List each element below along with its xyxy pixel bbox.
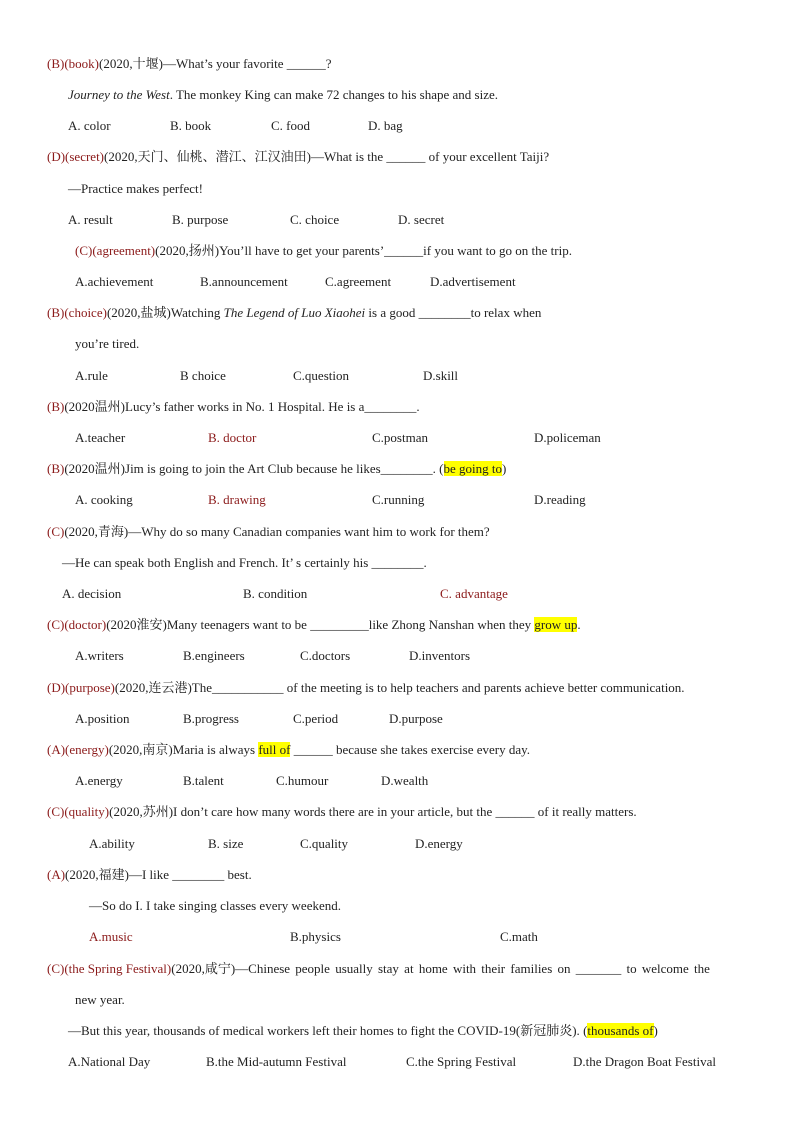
option-b: B.talent [183, 773, 224, 788]
option-a-correct: A.music [89, 929, 133, 944]
option-a: A.rule [75, 368, 108, 383]
option-c: C.math [500, 929, 538, 944]
option-b: B. book [170, 118, 212, 133]
paren-close: ) [502, 461, 507, 476]
paren-open: ( [583, 1023, 588, 1038]
question-5-stem [47, 399, 420, 415]
highlighted-phrase: be going to [443, 461, 502, 476]
option-d: D. bag [368, 118, 403, 133]
source: (2020,天门、仙桃、潜江、江汉油田) [104, 149, 311, 164]
option-b: B choice [180, 368, 226, 383]
option-a: A. decision [62, 586, 122, 601]
keyword: (agreement) [92, 243, 156, 258]
option-b: B. condition [243, 586, 308, 601]
stem-text: Lucy’s father works in No. 1 Hospital. He is a________. [125, 399, 420, 414]
option-b: B.engineers [183, 648, 245, 663]
answer-mark: (C) [47, 617, 65, 632]
option-d: D.the Dragon Boat Festival [573, 1054, 716, 1069]
question-11-stem [47, 804, 637, 820]
source: (2020,苏州) [109, 804, 174, 819]
reply-text: —But this year, thousands of medical workers left their homes to fight the COVID-19(新冠肺炎). [68, 1023, 584, 1038]
keyword: (energy) [65, 742, 109, 757]
option-c: C.postman [372, 430, 428, 445]
source: (2020,青海) [64, 524, 129, 539]
question-2-stem [47, 149, 549, 165]
question-6-stem [47, 461, 506, 477]
option-a: A.achievement [75, 274, 154, 289]
option-c: C.quality [300, 836, 349, 851]
option-b-correct: B. drawing [208, 492, 266, 507]
highlighted-phrase: full of [258, 742, 291, 757]
stem-text: —What’s your favorite ______? [162, 56, 332, 71]
book-title: Journey to the West [68, 87, 170, 102]
source: (2020,连云港) [114, 680, 192, 695]
question-12-stem [47, 867, 252, 883]
option-c: C.humour [276, 773, 329, 788]
option-a: A.ability [89, 836, 135, 851]
stem-text-end: is a good ________to relax when [365, 305, 542, 320]
keyword: (quality) [64, 804, 110, 819]
option-d: D.wealth [381, 773, 429, 788]
option-d: D.policeman [534, 430, 601, 445]
option-c-correct: C. advantage [440, 586, 508, 601]
keyword: (the Spring Festival) [64, 961, 172, 976]
source: (2020淮安) [106, 617, 167, 632]
source: (2020温州) [64, 461, 126, 476]
question-12-reply: —So do I. I take singing classes every weekend. [89, 898, 341, 913]
source: (2020,盐城) [106, 305, 171, 320]
option-a: A.writers [75, 648, 124, 663]
question-7-stem [47, 524, 490, 540]
keyword: (book) [64, 56, 100, 71]
question-2-reply: —Practice makes perfect! [68, 181, 203, 196]
option-b: B.progress [183, 711, 239, 726]
answer-mark: (B) [47, 305, 65, 320]
option-c: C.doctors [300, 648, 351, 663]
film-title: The Legend of Luo Xiaohei [223, 305, 366, 320]
option-c: C.agreement [325, 274, 392, 289]
keyword: (doctor) [64, 617, 107, 632]
option-c: C.question [293, 368, 349, 383]
answer-mark: (D) [47, 680, 66, 695]
option-b: B.announcement [200, 274, 288, 289]
stem-text: —I like ________ best. [128, 867, 252, 882]
option-d: D.inventors [409, 648, 471, 663]
stem-text: Watching [170, 305, 224, 320]
question-9-stem [47, 680, 685, 696]
answer-mark: (C) [47, 804, 65, 819]
stem-text: You’ll have to get your parents’______if you want to go on the trip. [219, 243, 572, 258]
answer-mark: (B) [47, 461, 65, 476]
answer-mark: (C) [47, 524, 65, 539]
option-c: C. food [271, 118, 310, 133]
question-13-stem-continued: new year. [75, 992, 125, 1007]
question-4-stem [47, 305, 541, 321]
stem-text: The___________ of the meeting is to help teachers and parents achieve better communication. [191, 680, 685, 695]
option-b: B.physics [290, 929, 341, 944]
option-b-correct: B. doctor [208, 430, 257, 445]
stem-text: —What is the ______ of your excellent Taiji? [310, 149, 550, 164]
option-c: C.the Spring Festival [406, 1054, 517, 1069]
highlighted-phrase: thousands of [587, 1023, 654, 1038]
paren-close: ) [653, 1023, 658, 1038]
option-d: D.reading [534, 492, 586, 507]
option-c: C.period [293, 711, 339, 726]
question-3-stem [75, 243, 572, 259]
option-a: A.teacher [75, 430, 126, 445]
option-a: A. cooking [75, 492, 133, 507]
question-7-reply: —He can speak both English and French. It’ s certainly his ________. [62, 555, 427, 570]
source: (2020,南京) [108, 742, 173, 757]
option-a: A. color [68, 118, 111, 133]
option-a: A. result [68, 212, 113, 227]
option-b: B. size [208, 836, 244, 851]
option-a: A.National Day [68, 1054, 151, 1069]
stem-text: —Why do so many Canadian companies want him to work for them? [128, 524, 490, 539]
answer-mark: (A) [47, 742, 66, 757]
keyword: (choice) [64, 305, 107, 320]
question-4-stem-continued: you’re tired. [75, 336, 140, 351]
option-c: C.running [372, 492, 425, 507]
answer-mark: (C) [75, 243, 93, 258]
stem-text: I don’t care how many words there are in your article, but the ______ of it really matters. [173, 804, 637, 819]
question-13-reply [68, 1023, 658, 1039]
option-d: D.skill [423, 368, 459, 383]
stem-text-end: ______ because she takes exercise every day. [290, 742, 531, 757]
question-1-reply [68, 87, 498, 103]
option-a: A.energy [75, 773, 123, 788]
answer-mark: (D) [47, 149, 66, 164]
option-b: B.the Mid-autumn Festival [206, 1054, 347, 1069]
source: (2020,咸宁) [171, 961, 236, 976]
stem-text: —Chinese people usually stay at home with their families on _______ to welcome the [235, 961, 710, 976]
highlighted-phrase: grow up [534, 617, 578, 632]
stem-text: Many teenagers want to be _________like Zhong Nanshan when they [166, 617, 535, 632]
source: (2020温州) [64, 399, 126, 414]
option-c: C. choice [290, 212, 340, 227]
option-d: D.advertisement [430, 274, 516, 289]
option-d: D.purpose [389, 711, 443, 726]
option-a: A.position [75, 711, 130, 726]
question-10-stem [47, 742, 530, 758]
question-8-stem [47, 617, 581, 633]
answer-mark: (B) [47, 56, 65, 71]
stem-end: . [577, 617, 581, 632]
reply-text: . The monkey King can make 72 changes to his shape and size. [169, 87, 498, 102]
question-13-stem [47, 961, 710, 977]
source: (2020,十堰) [99, 56, 163, 71]
option-d: D.energy [415, 836, 463, 851]
source: (2020,扬州) [155, 243, 220, 258]
stem-text: Jim is going to join the Art Club because he likes________. [125, 461, 440, 476]
keyword: (purpose) [65, 680, 115, 695]
keyword: (secret) [65, 149, 105, 164]
stem-text: Maria is always [172, 742, 259, 757]
answer-mark: (A) [47, 867, 66, 882]
paren-open: ( [439, 461, 444, 476]
option-d: D. secret [398, 212, 445, 227]
question-1-stem [47, 56, 332, 72]
answer-mark: (C) [47, 961, 65, 976]
source: (2020,福建) [65, 867, 129, 882]
option-b: B. purpose [172, 212, 229, 227]
answer-mark: (B) [47, 399, 65, 414]
